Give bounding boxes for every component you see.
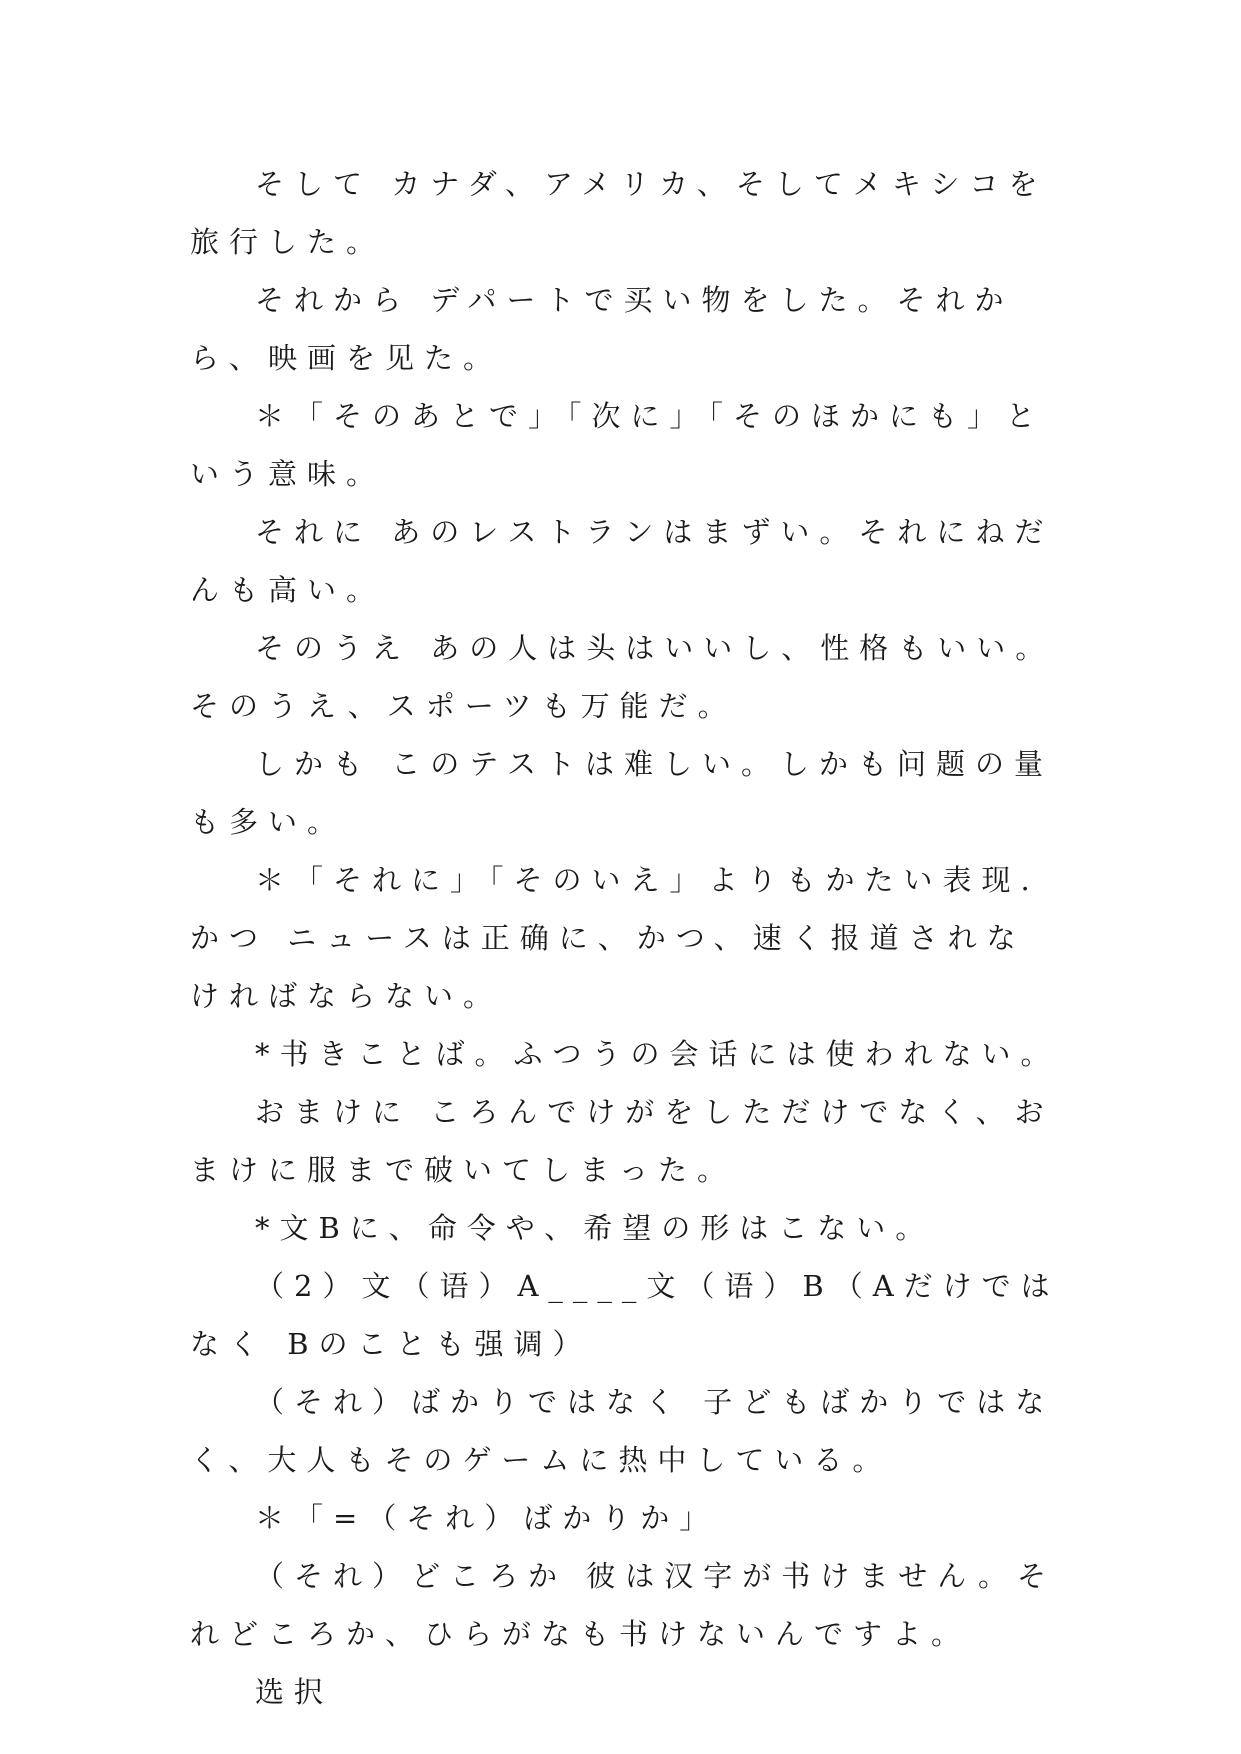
- section-heading-2: （2）文（语）A____文（语）B（Aだけではなく Bのことも强调）: [190, 1269, 1060, 1361]
- note-sorekara-meaning: ＊「そのあとで」「次に」「そのほかにも」という意味。: [190, 399, 1046, 491]
- paragraph-omakeni: おまけに ころんでけがをしただけでなく、おまけに服まで破いてしまった。: [190, 1095, 1054, 1187]
- document-body: [190, 155, 1060, 1721]
- note-katsu: ＊「それに」「そのいえ」よりもかたい表现.かつ ニュースは正确に、かつ、速く报道されなければならない。: [190, 863, 1040, 1013]
- paragraph-shikamo: しかも このテストは难しい。しかも问题の量も多い。: [190, 747, 1054, 839]
- paragraph-sonoue: そのうえ あの人は头はいいし、性格もいい。そのうえ、スポーツも万能だ。: [190, 631, 1055, 723]
- paragraph-soreni: それに あのレストランはまずい。それにねだんも高い。: [190, 515, 1054, 607]
- paragraph-sentaku: 选択: [255, 1675, 334, 1709]
- paragraph-dokoroka: （それ）どころか 彼は汉字が书けません。それどころか、ひらがなも书けないんですよ。: [190, 1559, 1056, 1651]
- paragraph-soshite: そして カナダ、アメリカ、そしてメキシコを旅行した。: [190, 167, 1048, 259]
- paragraph-sorekara: それから デパートで买い物をした。それから、映画を见た。: [190, 283, 1014, 375]
- note-written-language: *书きことば。ふつうの会话には使われない。: [255, 1037, 1060, 1071]
- note-bakarika: ＊「=（それ）ばかりか」: [255, 1501, 719, 1535]
- note-no-command: *文Bに、命令や、希望の形はこない。: [255, 1211, 935, 1245]
- paragraph-bakaridewanaku: （それ）ばかりではなく 子どもばかりではなく、大人もそのゲームに热中している。: [190, 1385, 1055, 1477]
